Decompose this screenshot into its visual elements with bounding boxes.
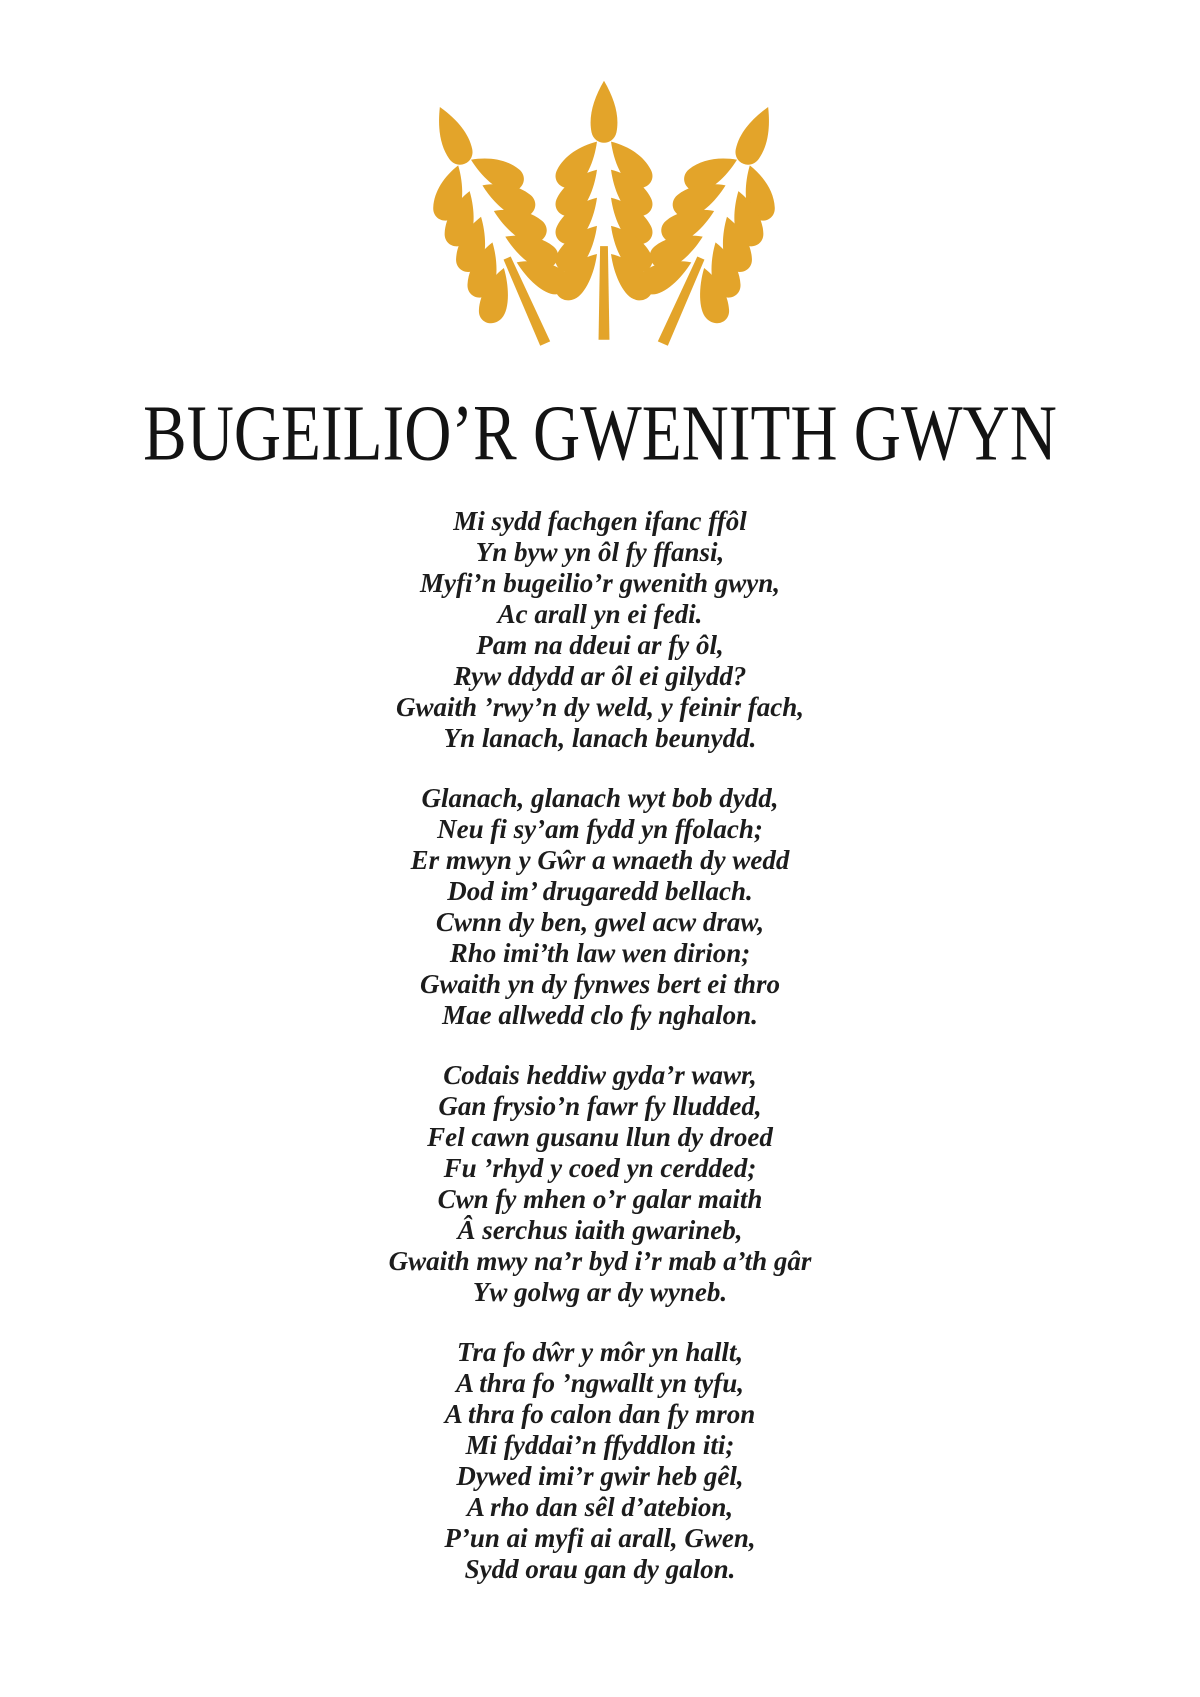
wheat-ears-illustration	[0, 0, 1200, 372]
poem-line: P’un ai myfi ai arall, Gwen,	[444, 1523, 756, 1553]
poem-line: Glanach, glanach wyt bob dydd,	[421, 783, 779, 813]
stanza-1	[0, 506, 1200, 754]
poem-line: Mi fyddai’n ffyddlon iti;	[465, 1430, 735, 1460]
wheat-ear-center-icon	[550, 81, 658, 340]
page-title: BUGEILIO’R GWENITH GWYN	[143, 389, 1057, 478]
poem-line: Gwaith ’rwy’n dy weld, y feinir fach,	[396, 692, 804, 722]
poem-line: Neu fi sy’am fydd yn ffolach;	[437, 814, 763, 844]
poem-line: Tra fo dŵr y môr yn hallt,	[456, 1337, 744, 1367]
poem-body	[0, 506, 1200, 1585]
poem-line: Cwnn dy ben, gwel acw draw,	[435, 907, 765, 937]
poem-line: Rho imi’th law wen dirion;	[449, 938, 751, 968]
poem-line: Â serchus iaith gwarineb,	[457, 1215, 743, 1245]
poem-line: Fu ’rhyd y coed yn cerdded;	[443, 1153, 757, 1183]
poem-line: Er mwyn y Gŵr a wnaeth dy wedd	[410, 845, 790, 875]
poem-line: Yw golwg ar dy wyneb.	[472, 1277, 728, 1307]
poem-line: Ryw ddydd ar ôl ei gilydd?	[453, 661, 747, 691]
stanza-4	[0, 1337, 1200, 1585]
poem-line: A thra fo calon dan fy mron	[444, 1399, 756, 1429]
poem-line: Myfi’n bugeilio’r gwenith gwyn,	[419, 568, 781, 598]
stanza-2	[0, 783, 1200, 1031]
poem-line: Sydd orau gan dy galon.	[464, 1554, 736, 1584]
poem-line: Dod im’ drugaredd bellach.	[447, 876, 753, 906]
poem-line: Dywed imi’r gwir heb gêl,	[456, 1461, 744, 1491]
poem-line: Ac arall yn ei fedi.	[497, 599, 703, 629]
poem-line: A rho dan sêl d’atebion,	[466, 1492, 734, 1522]
poem-line: Cwn fy mhen o’r galar maith	[437, 1184, 763, 1214]
poem-line: Pam na ddeui ar fy ôl,	[476, 630, 724, 660]
poem-line: Gan frysio’n fawr fy lludded,	[438, 1091, 762, 1121]
poem-line: Yn lanach, lanach beunydd.	[443, 723, 757, 753]
poem-line: Fel cawn gusanu llun dy droed	[427, 1122, 773, 1152]
poem-line: Gwaith mwy na’r byd i’r mab a’th gâr	[388, 1246, 812, 1276]
stanza-3	[0, 1060, 1200, 1308]
poem-line: A thra fo ’ngwallt yn tyfu,	[455, 1368, 745, 1398]
poem-line: Codais heddiw gyda’r wawr,	[443, 1060, 757, 1090]
poem-line: Gwaith yn dy fynwes bert ei thro	[419, 969, 780, 999]
poem-line: Mi sydd fachgen ifanc ffôl	[453, 506, 747, 536]
poem-line: Yn byw yn ôl fy ffansi,	[475, 537, 725, 567]
wheat-ears-group	[391, 81, 818, 366]
poem-line: Mae allwedd clo fy nghalon.	[442, 1000, 758, 1030]
